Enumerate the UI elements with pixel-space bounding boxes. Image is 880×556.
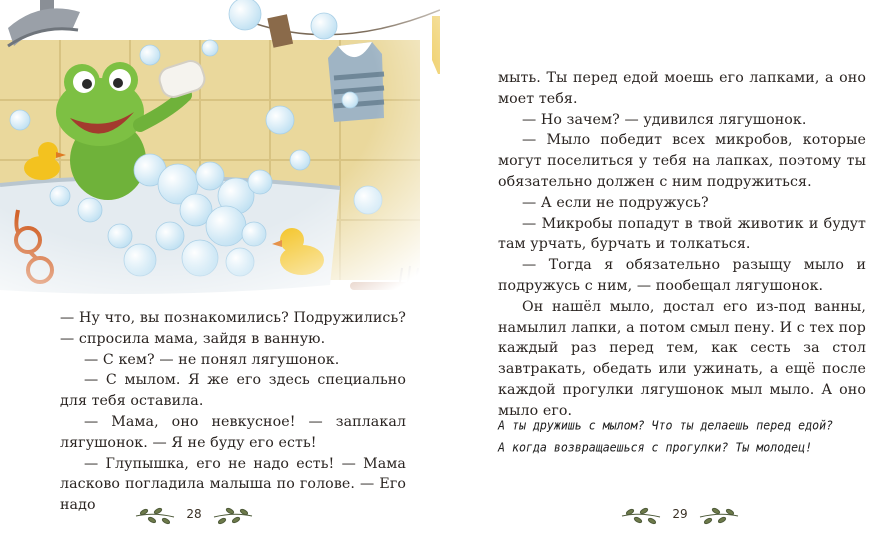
- note-line: А когда возвращаешься с прогулки? Ты молодец!: [498, 439, 813, 455]
- page-number-ornament: [620, 502, 740, 532]
- note-line: А ты дружишь с мылом? Что ты делаешь перед едой?: [498, 417, 834, 433]
- page-number: 29: [672, 507, 688, 521]
- paragraph: — Глупышка, его не надо есть! — Мама ласково погладила малыша по голове. — Его надо: [60, 455, 406, 514]
- paragraph: — Микробы попадут в твой животик и будут там урчать, бурчать и толкаться.: [498, 215, 866, 253]
- right-page-text: [498, 68, 866, 422]
- right-page: [440, 0, 880, 556]
- frog-bath-illustration: [0, 0, 440, 305]
- left-page-text: [60, 308, 406, 516]
- page-number-ornament: [134, 502, 254, 532]
- paragraph: мыть. Ты перед едой моешь его лапками, а оно моет тебя.: [498, 70, 866, 107]
- paragraph: Он нашёл мыло, достал его из-под ванны, намылил лапки, а потом смыл пену. И с тех пор каждый раз перед тем, как сесть за стол завтракать, обедать или ужинать, а ещё после каждой прогулки лягушонок мыл мыло. А оно мыло его.: [498, 298, 866, 419]
- paragraph: — А если не подружусь?: [522, 194, 709, 211]
- bath-scene-drawing: [0, 0, 440, 305]
- paragraph: — Мыло победит всех микробов, которые могут поселиться у тебя на лапках, поэтому ты обязательно должен с ним подружиться.: [498, 132, 866, 190]
- paragraph: — Мама, оно невкусное! — заплакал лягушонок. — Я не буду его есть!: [60, 413, 406, 451]
- page-number: 28: [186, 507, 202, 521]
- paragraph: — Ну что, вы познакомились? Подружились? — спросила мама, зайдя в ванную.: [60, 310, 406, 347]
- paragraph: — Но зачем? — удивился лягушонок.: [522, 111, 807, 128]
- reader-question-note: [498, 414, 868, 458]
- paragraph: — Тогда я обязательно разыщу мыло и подружусь с ним, — пообещал лягушонок.: [498, 257, 866, 294]
- paragraph: — С мылом. Я же его здесь специально для тебя оставила.: [60, 372, 406, 410]
- paragraph: — С кем? — не понял лягушонок.: [84, 351, 340, 368]
